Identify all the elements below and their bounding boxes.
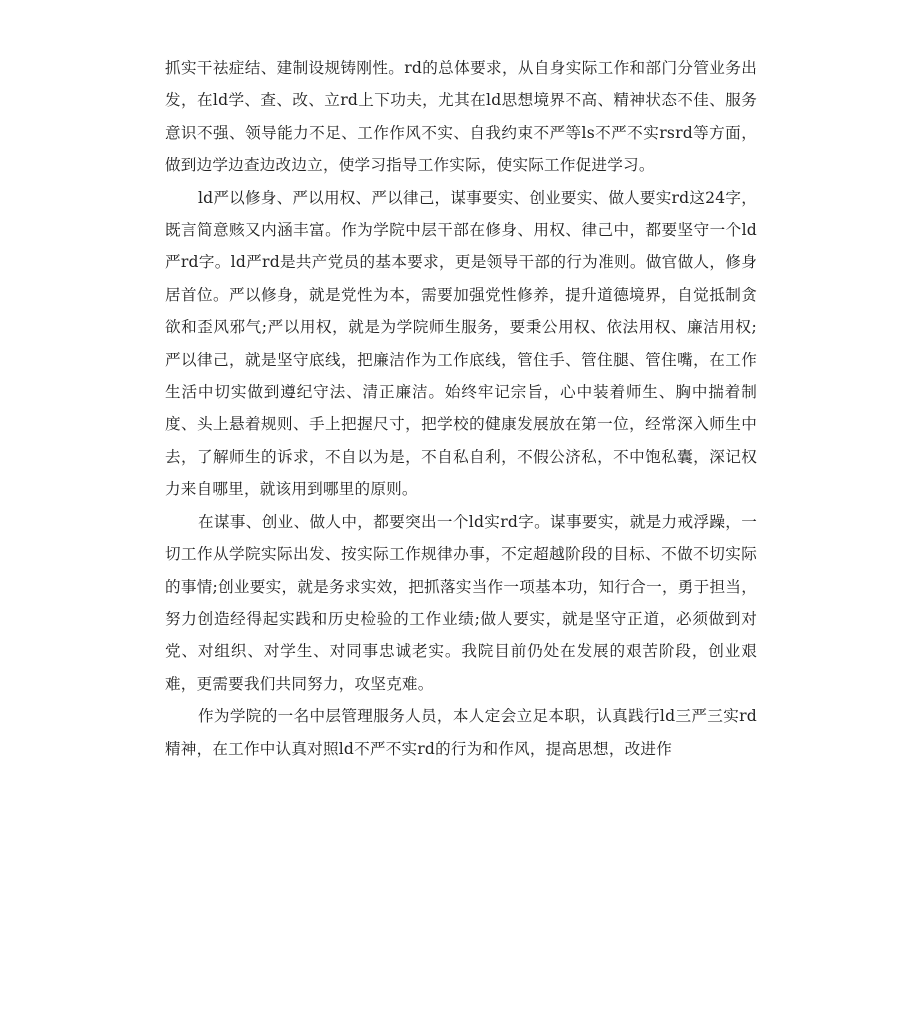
paragraph-4: 作为学院的一名中层管理服务人员，本人定会立足本职，认真践行ld三严三实rd精神，在工作中认真对照ld不严不实rd的行为和作风，提高思想，改进作: [165, 707, 757, 758]
paragraph-3: 在谋事、创业、做人中，都要突出一个ld实rd字。谋事要实，就是力戒浮躁，一切工作从学院实际出发、按实际工作规律办事，不定超越阶段的目标、不做不切实际的事情;创业要实，就是务求实效，把抓落实当作一项基本功，知行合一，勇于担当，努力创造经得起实践和历史检验的工作业绩;做人要实，就是坚守正道，必须做到对党、对组织、对学生、对同事忠诚老实。我院目前仍处在发展的艰苦阶段，创业艰难，更需要我们共同努力，攻坚克难。: [165, 512, 757, 693]
paragraph-1: 抓实干祛症结、建制设规铸刚性。rd的总体要求，从自身实际工作和部门分管业务出发，在ld学、查、改、立rd上下功夫，尤其在ld思想境界不高、精神状态不佳、服务意识不强、领导能力不足、工作作风不实、自我约束不严等ls不严不实rsrd等方面，做到边学边查边改边立，使学习指导工作实际，使实际工作促进学习。: [165, 59, 757, 175]
document-body: [165, 52, 757, 765]
paragraph-2: ld严以修身、严以用权、严以律己，谋事要实、创业要实、做人要实rd这24字，既言简意赅又内涵丰富。作为学院中层干部在修身、用权、律己中，都要坚守一个ld严rd字。ld严rd是共产党员的基本要求，更是领导干部的行为准则。做官做人，修身居首位。严以修身，就是党性为本，需要加强党性修养，提升道德境界，自觉抵制贪欲和歪风邪气;严以用权，就是为学院师生服务，要秉公用权、依法用权、廉洁用权;严以律己，就是坚守底线，把廉洁作为工作底线，管住手、管住腿、管住嘴，在工作生活中切实做到遵纪守法、清正廉洁。始终牢记宗旨，心中装着师生、胸中揣着制度、头上悬着规则、手上把握尺寸，把学校的健康发展放在第一位，经常深入师生中去，了解师生的诉求，不自以为是，不自私自利，不假公济私，不中饱私囊，深记权力来自哪里，就该用到哪里的原则。: [165, 188, 757, 499]
